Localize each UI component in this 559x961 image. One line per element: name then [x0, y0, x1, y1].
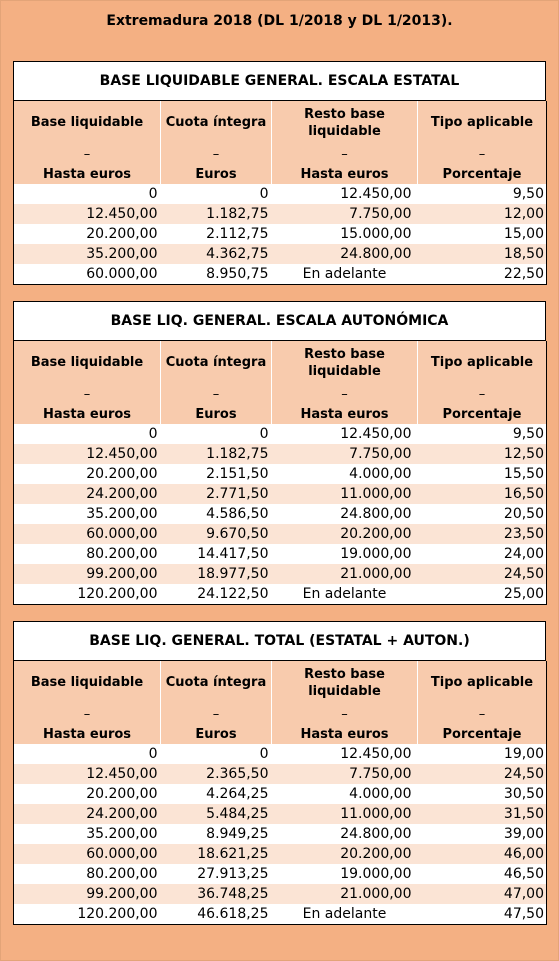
table-row	[14, 804, 547, 824]
unit-hasta-euros: Hasta euros	[14, 724, 161, 744]
cell-base: 0	[14, 424, 161, 444]
cell-cuota: 2.771,50	[161, 484, 272, 504]
table-row	[14, 864, 547, 884]
cell-tipo: 15,00	[418, 224, 547, 244]
unit-hasta-euros: Hasta euros	[272, 724, 418, 744]
cell-cuota: 46.618,25	[161, 904, 272, 925]
cell-cuota: 9.670,50	[161, 524, 272, 544]
tax-table	[13, 341, 547, 605]
cell-base: 20.200,00	[14, 464, 161, 484]
column-header-cuota: Cuota íntegra	[161, 661, 272, 704]
cell-base: 35.200,00	[14, 504, 161, 524]
dash: –	[14, 384, 161, 404]
cell-base: 80.200,00	[14, 544, 161, 564]
cell-resto: 21.000,00	[272, 884, 418, 904]
table-panel	[13, 61, 546, 285]
cell-base: 35.200,00	[14, 824, 161, 844]
cell-cuota: 1.182,75	[161, 444, 272, 464]
table-row	[14, 744, 547, 764]
cell-resto: 12.450,00	[272, 744, 418, 764]
cell-tipo: 24,50	[418, 564, 547, 584]
cell-tipo: 9,50	[418, 424, 547, 444]
column-header-base: Base liquidable	[14, 661, 161, 704]
column-header-cuota: Cuota íntegra	[161, 341, 272, 384]
table-row	[14, 504, 547, 524]
cell-resto: 4.000,00	[272, 464, 418, 484]
table-title: BASE LIQ. GENERAL. TOTAL (ESTATAL + AUTON.)	[13, 621, 546, 661]
table-title: BASE LIQ. GENERAL. ESCALA AUTONÓMICA	[13, 301, 546, 341]
cell-base: 12.450,00	[14, 204, 161, 224]
cell-cuota: 0	[161, 744, 272, 764]
dash: –	[161, 704, 272, 724]
cell-resto: 7.750,00	[272, 764, 418, 784]
cell-base: 35.200,00	[14, 244, 161, 264]
cell-base: 120.200,00	[14, 584, 161, 605]
dash: –	[418, 144, 547, 164]
header-dash-row	[14, 704, 547, 724]
cell-cuota: 4.264,25	[161, 784, 272, 804]
cell-cuota: 8.950,75	[161, 264, 272, 285]
table-row	[14, 444, 547, 464]
column-header-base: Base liquidable	[14, 101, 161, 144]
cell-tipo: 20,50	[418, 504, 547, 524]
cell-tipo: 24,00	[418, 544, 547, 564]
column-header-resto: Resto base liquidable	[272, 341, 418, 384]
cell-resto: 7.750,00	[272, 444, 418, 464]
table-row	[14, 424, 547, 444]
cell-cuota: 2.112,75	[161, 224, 272, 244]
table-row	[14, 244, 547, 264]
unit-hasta-euros: Hasta euros	[272, 164, 418, 184]
cell-resto: En adelante	[272, 904, 418, 925]
cell-resto: 7.750,00	[272, 204, 418, 224]
header-row	[14, 101, 547, 144]
cell-base: 60.000,00	[14, 264, 161, 285]
cell-cuota: 2.365,50	[161, 764, 272, 784]
table-title: BASE LIQUIDABLE GENERAL. ESCALA ESTATAL	[13, 61, 546, 101]
table-row	[14, 464, 547, 484]
column-header-resto: Resto base liquidable	[272, 661, 418, 704]
cell-resto: 11.000,00	[272, 804, 418, 824]
cell-base: 99.200,00	[14, 884, 161, 904]
tax-table	[13, 101, 547, 285]
cell-resto: 21.000,00	[272, 564, 418, 584]
cell-cuota: 4.586,50	[161, 504, 272, 524]
cell-tipo: 30,50	[418, 784, 547, 804]
cell-resto: 4.000,00	[272, 784, 418, 804]
table-row	[14, 844, 547, 864]
table-row	[14, 884, 547, 904]
cell-base: 99.200,00	[14, 564, 161, 584]
cell-tipo: 15,50	[418, 464, 547, 484]
cell-base: 20.200,00	[14, 224, 161, 244]
dash: –	[272, 144, 418, 164]
cell-tipo: 9,50	[418, 184, 547, 204]
cell-tipo: 18,50	[418, 244, 547, 264]
dash: –	[272, 704, 418, 724]
column-header-tipo: Tipo aplicable	[418, 341, 547, 384]
table-row	[14, 524, 547, 544]
cell-tipo: 24,50	[418, 764, 547, 784]
cell-tipo: 23,50	[418, 524, 547, 544]
unit-hasta-euros: Hasta euros	[272, 404, 418, 424]
cell-tipo: 46,00	[418, 844, 547, 864]
cell-base: 12.450,00	[14, 444, 161, 464]
header-unit-row	[14, 404, 547, 424]
cell-tipo: 46,50	[418, 864, 547, 884]
cell-cuota: 0	[161, 424, 272, 444]
cell-base: 12.450,00	[14, 764, 161, 784]
page-title: Extremadura 2018 (DL 1/2018 y DL 1/2013).	[106, 13, 453, 29]
cell-cuota: 18.977,50	[161, 564, 272, 584]
cell-resto: 20.200,00	[272, 524, 418, 544]
cell-cuota: 1.182,75	[161, 204, 272, 224]
unit-euros: Euros	[161, 724, 272, 744]
cell-tipo: 16,50	[418, 484, 547, 504]
cell-base: 24.200,00	[14, 484, 161, 504]
table-row	[14, 184, 547, 204]
cell-cuota: 4.362,75	[161, 244, 272, 264]
cell-base: 60.000,00	[14, 524, 161, 544]
cell-base: 0	[14, 184, 161, 204]
cell-tipo: 47,50	[418, 904, 547, 925]
table-row	[14, 784, 547, 804]
cell-cuota: 5.484,25	[161, 804, 272, 824]
cell-cuota: 27.913,25	[161, 864, 272, 884]
dash: –	[161, 384, 272, 404]
cell-base: 80.200,00	[14, 864, 161, 884]
cell-resto: En adelante	[272, 584, 418, 605]
header-dash-row	[14, 144, 547, 164]
cell-resto: 19.000,00	[272, 544, 418, 564]
cell-base: 0	[14, 744, 161, 764]
cell-resto: 24.800,00	[272, 244, 418, 264]
cell-tipo: 19,00	[418, 744, 547, 764]
header-row	[14, 661, 547, 704]
cell-resto: 24.800,00	[272, 504, 418, 524]
cell-cuota: 18.621,25	[161, 844, 272, 864]
unit-euros: Euros	[161, 164, 272, 184]
cell-tipo: 12,00	[418, 204, 547, 224]
cell-tipo: 12,50	[418, 444, 547, 464]
table-row	[14, 764, 547, 784]
tax-table	[13, 661, 547, 925]
cell-base: 60.000,00	[14, 844, 161, 864]
unit-porcentaje: Porcentaje	[418, 164, 547, 184]
dash: –	[161, 144, 272, 164]
unit-hasta-euros: Hasta euros	[14, 164, 161, 184]
header-dash-row	[14, 384, 547, 404]
cell-resto: 11.000,00	[272, 484, 418, 504]
unit-euros: Euros	[161, 404, 272, 424]
table-row	[14, 224, 547, 244]
unit-porcentaje: Porcentaje	[418, 724, 547, 744]
column-header-tipo: Tipo aplicable	[418, 661, 547, 704]
dash: –	[418, 384, 547, 404]
column-header-base: Base liquidable	[14, 341, 161, 384]
header-unit-row	[14, 724, 547, 744]
table-row	[14, 264, 547, 285]
cell-cuota: 36.748,25	[161, 884, 272, 904]
column-header-tipo: Tipo aplicable	[418, 101, 547, 144]
cell-tipo: 47,00	[418, 884, 547, 904]
table-row	[14, 564, 547, 584]
dash: –	[418, 704, 547, 724]
cell-tipo: 22,50	[418, 264, 547, 285]
dash: –	[14, 144, 161, 164]
cell-tipo: 39,00	[418, 824, 547, 844]
cell-cuota: 2.151,50	[161, 464, 272, 484]
column-header-cuota: Cuota íntegra	[161, 101, 272, 144]
table-row	[14, 544, 547, 564]
table-panel	[13, 621, 546, 925]
unit-hasta-euros: Hasta euros	[14, 404, 161, 424]
cell-resto: 24.800,00	[272, 824, 418, 844]
cell-resto: 12.450,00	[272, 424, 418, 444]
cell-base: 120.200,00	[14, 904, 161, 925]
dash: –	[14, 704, 161, 724]
cell-cuota: 0	[161, 184, 272, 204]
column-header-resto: Resto base liquidable	[272, 101, 418, 144]
cell-cuota: 24.122,50	[161, 584, 272, 605]
cell-tipo: 31,50	[418, 804, 547, 824]
table-row	[14, 824, 547, 844]
table-row	[14, 904, 547, 925]
cell-base: 20.200,00	[14, 784, 161, 804]
dash: –	[272, 384, 418, 404]
table-row	[14, 484, 547, 504]
cell-resto: 20.200,00	[272, 844, 418, 864]
cell-base: 24.200,00	[14, 804, 161, 824]
cell-tipo: 25,00	[418, 584, 547, 605]
cell-resto: En adelante	[272, 264, 418, 285]
cell-resto: 19.000,00	[272, 864, 418, 884]
header-unit-row	[14, 164, 547, 184]
cell-cuota: 8.949,25	[161, 824, 272, 844]
table-row	[14, 204, 547, 224]
table-row	[14, 584, 547, 605]
header-row	[14, 341, 547, 384]
unit-porcentaje: Porcentaje	[418, 404, 547, 424]
cell-resto: 12.450,00	[272, 184, 418, 204]
table-panel	[13, 301, 546, 605]
cell-resto: 15.000,00	[272, 224, 418, 244]
cell-cuota: 14.417,50	[161, 544, 272, 564]
